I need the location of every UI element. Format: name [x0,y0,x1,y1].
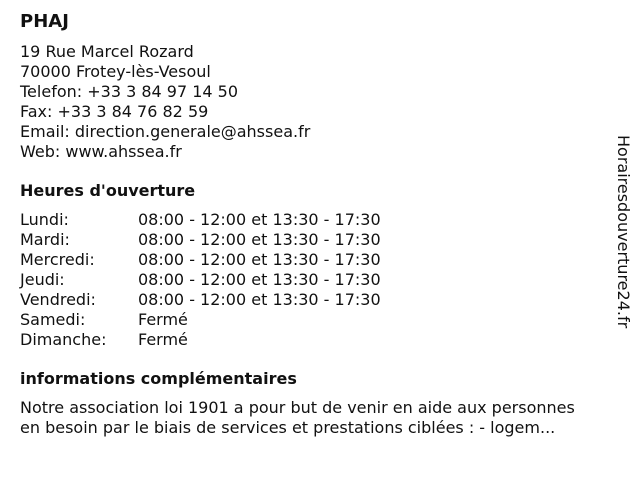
additional-info-line-1: Notre association loi 1901 a pour but de venir en aide aux personnes [20,398,575,417]
hours-row-jeudi [20,270,620,290]
hours-time-value: 08:00 - 12:00 et 13:30 - 17:30 [138,230,381,249]
business-listing [20,10,620,438]
hours-row-lundi [20,210,620,230]
hours-day-label: Vendredi: [20,290,96,309]
hours-day-label: Jeudi: [20,270,65,289]
address-line-1: 19 Rue Marcel Rozard [20,42,194,61]
hours-row-samedi [20,310,620,330]
hours-row-mardi [20,230,620,250]
hours-row-dimanche [20,330,620,350]
hours-time-value: Fermé [138,310,188,329]
address-line-2: 70000 Frotey-lès-Vesoul [20,62,211,81]
phone-line: Telefon: +33 3 84 97 14 50 [20,82,239,101]
hours-time-value: 08:00 - 12:00 et 13:30 - 17:30 [138,290,381,309]
hours-day-label: Samedi: [20,310,86,329]
additional-info-line-2: en besoin par le biais de services et prestations ciblées : - logem... [20,418,556,437]
hours-time-value: 08:00 - 12:00 et 13:30 - 17:30 [138,270,381,289]
hours-day-label: Lundi: [20,210,69,229]
email-line: Email: direction.generale@ahssea.fr [20,122,311,141]
hours-row-vendredi [20,290,620,310]
hours-time-value: Fermé [138,330,188,349]
hours-day-label: Mardi: [20,230,70,249]
business-name: PHAJ [20,11,69,32]
opening-hours-heading: Heures d'ouverture [20,181,196,200]
hours-day-label: Mercredi: [20,250,95,269]
web-line: Web: www.ahssea.fr [20,142,182,161]
site-watermark: Horairesdouverture24.fr [614,135,633,329]
hours-row-mercredi [20,250,620,270]
hours-time-value: 08:00 - 12:00 et 13:30 - 17:30 [138,210,381,229]
fax-line: Fax: +33 3 84 76 82 59 [20,102,209,121]
hours-day-label: Dimanche: [20,330,107,349]
additional-info-heading: informations complémentaires [20,369,297,388]
opening-hours-table [20,210,620,350]
hours-time-value: 08:00 - 12:00 et 13:30 - 17:30 [138,250,381,269]
